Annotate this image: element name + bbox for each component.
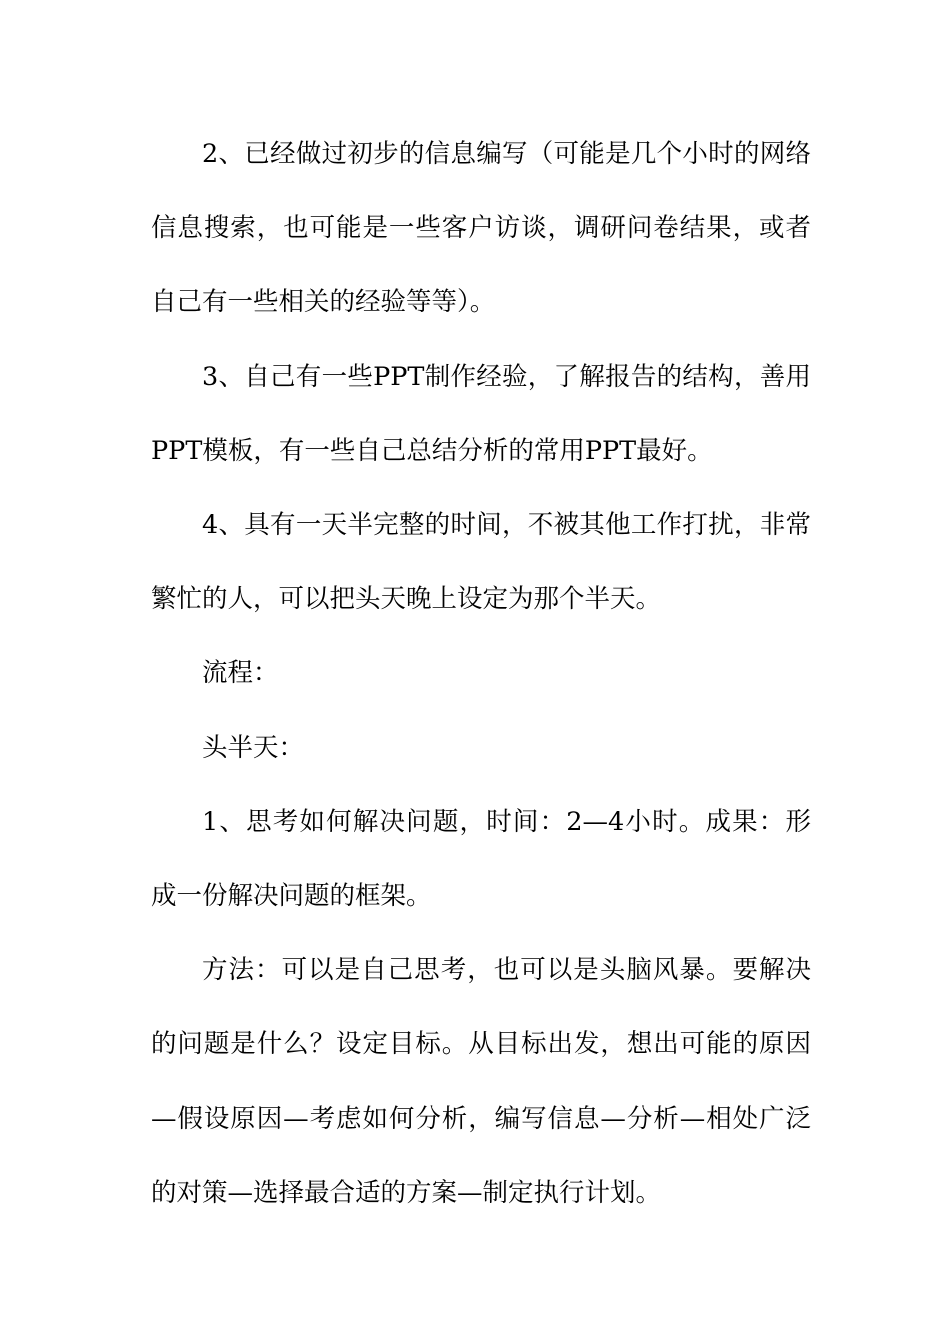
paragraph-prerequisite-2: 2、已经做过初步的信息编写（可能是几个小时的网络信息搜索，也可能是一些客户访谈，调研问卷结果，或者自己有一些相关的经验等等）。 [151, 139, 811, 318]
paragraph-prerequisite-4: 4、具有一天半完整的时间，不被其他工作打扰，非常繁忙的人，可以把头天晚上设定为那个半天。 [151, 510, 811, 615]
section-heading-process: 流程： [202, 658, 279, 689]
document-body [151, 117, 811, 1230]
paragraph-step-1: 1、思考如何解决问题，时间：2—4小时。成果：形成一份解决问题的框架。 [151, 806, 811, 912]
paragraph-prerequisite-3: 3、自己有一些PPT制作经验，了解报告的结构，善用PPT模板，有一些自己总结分析的常用PPT最好。 [151, 361, 811, 466]
section-heading-first-half-day: 头半天： [202, 732, 305, 763]
paragraph-method: 方法：可以是自己思考，也可以是头脑风暴。要解决的问题是什么？设定目标。从目标出发，想出可能的原因—假设原因—考虑如何分析，编写信息—分析—相处广泛的对策—选择最合适的方案—制定执行计划。 [151, 955, 811, 1208]
